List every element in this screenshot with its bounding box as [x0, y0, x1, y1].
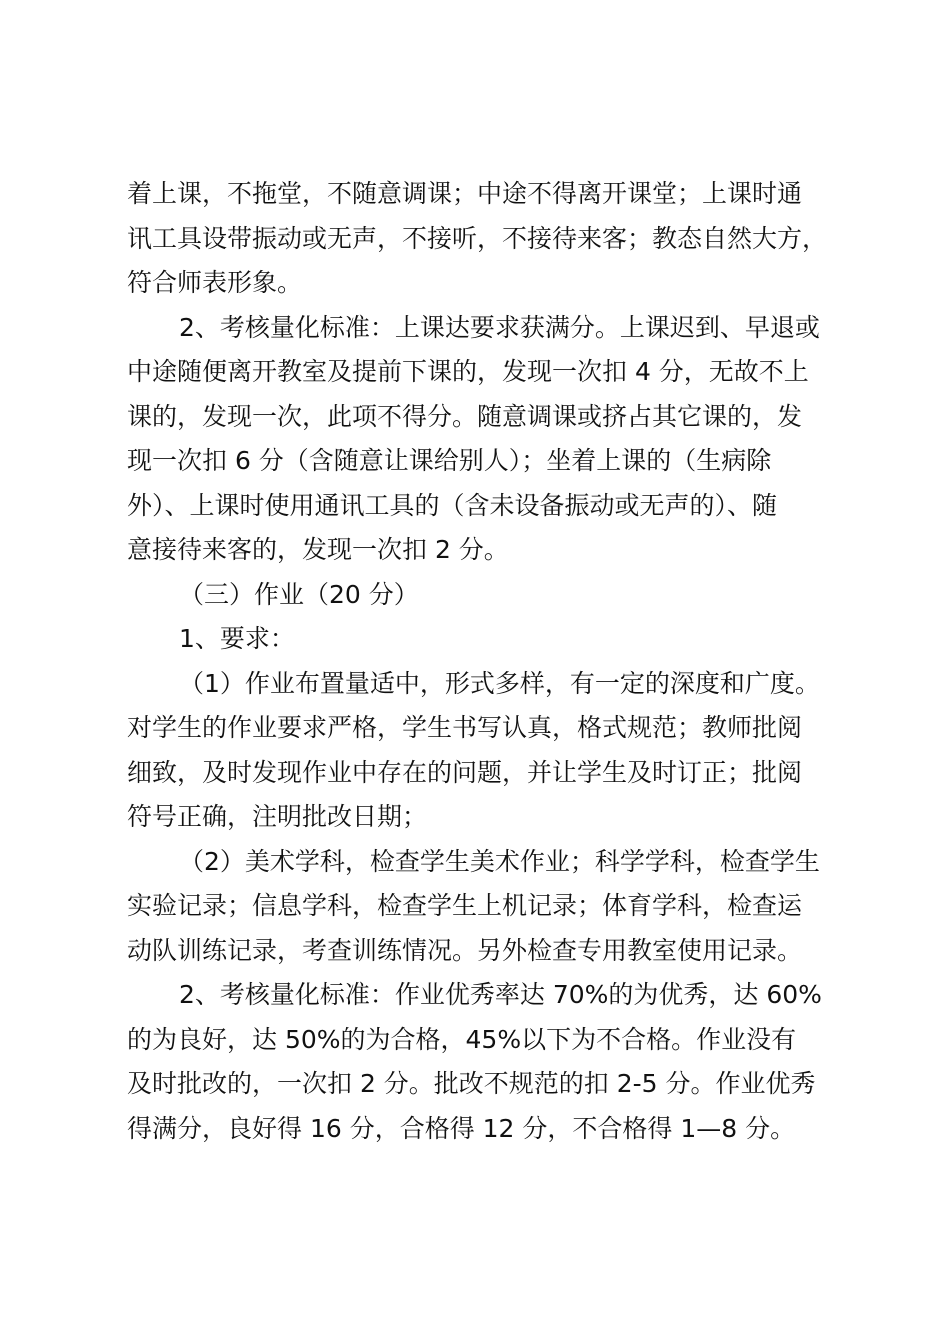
- text-line: 中途随便离开教室及提前下课的，发现一次扣 4 分，无故不上: [127, 357, 809, 386]
- text-line: 外）、上课时使用通讯工具的（含未设备振动或无声的）、随: [127, 490, 778, 520]
- text-line: 的为良好，达 50%的为合格，45%以下为不合格。作业没有: [127, 1024, 797, 1054]
- text-line: （2）美术学科，检查学生美术作业；科学学科，检查学生: [179, 846, 820, 876]
- text-line: 细致，及时发现作业中存在的问题，并让学生及时订正；批阅: [127, 757, 803, 787]
- text-line: 符合师表形象。: [127, 268, 303, 297]
- text-line: 符号正确，注明批改日期；: [127, 802, 428, 831]
- text-line: 2、考核量化标准：作业优秀率达 70%的为优秀，达 60%: [179, 980, 822, 1009]
- text-line: 现一次扣 6 分（含随意让课给别人）；坐着上课的（生病除: [127, 446, 772, 475]
- text-line: 对学生的作业要求严格，学生书写认真，格式规范；教师批阅: [127, 713, 803, 742]
- text-line: 着上课，不拖堂，不随意调课；中途不得离开课堂；上课时通: [127, 179, 803, 208]
- text-line: 意接待来客的，发现一次扣 2 分。: [127, 535, 509, 564]
- section-heading: （三）作业（20 分）: [179, 579, 419, 609]
- text-line: 得满分，良好得 16 分，合格得 12 分，不合格得 1—8 分。: [127, 1113, 796, 1143]
- text-line: 动队训练记录，考查训练情况。另外检查专用教室使用记录。: [127, 935, 803, 965]
- text-line: （1）作业布置量适中，形式多样，有一定的深度和广度。: [179, 668, 820, 698]
- text-line: 及时批改的，一次扣 2 分。批改不规范的扣 2-5 分。作业优秀: [127, 1069, 816, 1098]
- document-body: [127, 172, 847, 1151]
- text-line: 实验记录；信息学科，检查学生上机记录；体育学科，检查运: [127, 891, 803, 920]
- text-line: 讯工具设带振动或无声，不接听，不接待来客；教态自然大方，: [127, 223, 828, 253]
- subsection-heading: 1、要求：: [179, 624, 295, 653]
- text-line: 2、考核量化标准：上课达要求获满分。上课迟到、早退或: [179, 312, 820, 342]
- text-line: 课的，发现一次，此项不得分。随意调课或挤占其它课的，发: [127, 401, 803, 431]
